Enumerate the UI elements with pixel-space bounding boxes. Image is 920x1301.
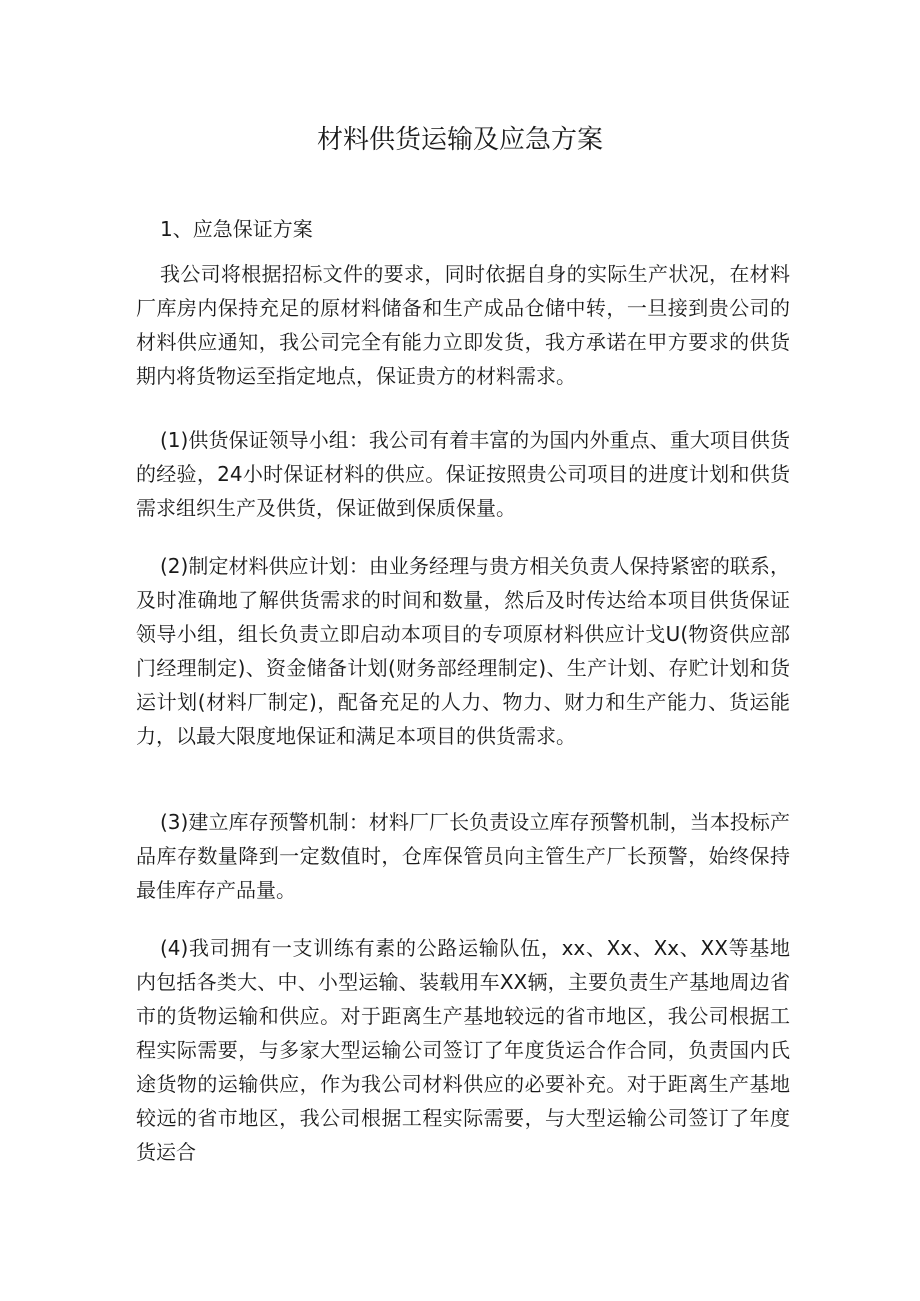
paragraph-inventory-warning: (3)建立库存预警机制：材料厂厂长负责设立库存预警机制，当本投标产品库存数量降到一定数值时，仓库保管员向主管生产厂长预警，始终保持最佳库存产品量。 — [136, 810, 790, 902]
section-heading: 1、应急保证方案 — [160, 217, 313, 241]
paragraph-intro: 我公司将根据招标文件的要求，同时依据自身的实际生产状况，在材料厂库房内保持充足的原材料储备和生产成品仓储中转，一旦接到贵公司的材料供应通知，我公司完全有能力立即发货，我方承诺在甲方要求的供货期内将货物运至指定地点，保证贵方的材料需求。 — [136, 262, 790, 388]
paragraph-leadership-group: (1)供货保证领导小组：我公司有着丰富的为国内外重点、重大项目供货的经验，24小时保证材料的供应。保证按照贵公司项目的进度计划和供货需求组织生产及供货，保证做到保质保量。 — [136, 428, 790, 520]
paragraph-transport-team: (4)我司拥有一支训练有素的公路运输队伍，xx、Xx、Xx、XX等基地内包括各类大、中、小型运输、装载用车XX辆，主要负责生产基地周边省市的货物运输和供应。对于距离生产基地较远的省市地区，我公司根据工程实际需要，与多家大型运输公司签订了年度货运合作合同，负责国内氏途货物的运输供应，作为我公司材料供应的必要补充。对于距离生产基地较远的省市地区，我公司根据工程实际需要，与大型运输公司签订了年度货运合 — [136, 936, 790, 1164]
paragraph-supply-plan: (2)制定材料供应计划：由业务经理与贵方相关负责人保持紧密的联系，及时准确地了解供货需求的时间和数量，然后及时传达给本项目供货保证领导小组，组长负责立即启动本项目的专项原材料供应计戈U(物资供应部门经理制定)、资金储备计划(财务部经理制定)、生产计划、存贮计划和货运计划(材料厂制定)，配备充足的人力、物力、财力和生产能力、货运能力，以最大限度地保证和满足本项目的供货需求。 — [136, 554, 790, 748]
document-title: 材料供货运输及应急方案 — [316, 125, 603, 155]
